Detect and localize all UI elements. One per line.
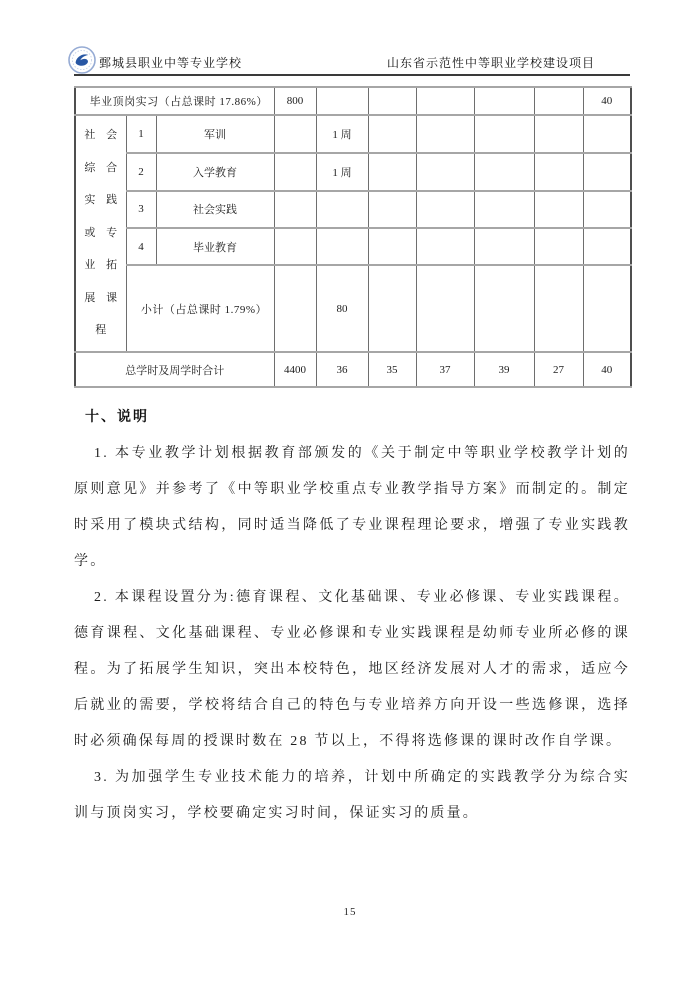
table-cell-empty (274, 115, 316, 153)
item-number: 3 (126, 191, 156, 228)
table-cell-empty (534, 115, 583, 153)
table-cell-empty (368, 87, 416, 115)
table-cell-empty (583, 153, 631, 190)
school-logo-icon (68, 46, 96, 74)
table-cell-empty (416, 265, 474, 352)
table-cell-empty (474, 87, 534, 115)
header-left (74, 46, 242, 71)
table-cell-empty (474, 228, 534, 265)
table-cell-empty (416, 87, 474, 115)
item-name: 入学教育 (156, 153, 274, 190)
category-line: 社 会 (84, 129, 118, 141)
notes-heading: 十、说明 (85, 410, 149, 425)
table-cell-empty (474, 115, 534, 153)
table-cell-empty (416, 153, 474, 190)
notes-paragraph-1: 1. 本专业教学计划根据教育部颁发的《关于制定中等职业学校教学计划的原则意见》并参考了《中等职业学校重点专业教学指导方案》而制定的。制定时采用了模块式结构，同时适当降低了专业课程理论要求，增强了专业实践教学。 (74, 446, 630, 569)
internship-label: 毕业顶岗实习（占总课时 17.86%） (75, 87, 274, 115)
table-cell-empty (534, 228, 583, 265)
table-cell-empty (368, 153, 416, 190)
table-cell-empty (534, 87, 583, 115)
category-line: 实 践 (84, 194, 118, 206)
table-cell-empty (474, 153, 534, 190)
table-cell-empty (474, 265, 534, 352)
item-number: 1 (126, 115, 156, 153)
grand-total-sem2: 35 (368, 352, 416, 387)
table-cell-empty (534, 265, 583, 352)
grand-total-label: 总学时及周学时合计 (75, 352, 274, 387)
grand-total-sem3: 37 (416, 352, 474, 387)
table-row-grand-total (75, 352, 631, 387)
item-name: 军训 (156, 115, 274, 153)
table-cell-empty (368, 191, 416, 228)
category-label (76, 116, 126, 351)
table-cell-empty (368, 265, 416, 352)
page-number: 15 (343, 906, 357, 918)
internship-total-hours: 800 (274, 87, 316, 115)
notes-section (74, 400, 630, 832)
category-label-cell (75, 115, 126, 352)
table-cell-empty (583, 228, 631, 265)
table-cell-empty (416, 115, 474, 153)
table-row-item (75, 153, 631, 190)
table-row-item (75, 115, 631, 153)
category-line: 程 (95, 324, 107, 336)
table-cell-empty (368, 115, 416, 153)
notes-paragraph-2: 2. 本课程设置分为:德育课程、文化基础课、专业必修课、专业实践课程。德育课程、文化基础课程、专业必修课和专业实践课程是幼师专业所必修的课程。为了拓展学生知识，突出本校特色，地区经济发展对人才的需求，适应今后就业的需要，学校将结合自己的特色与专业培养方向开设一些选修课，选择时必须确保每周的授课时数在 28 节以上，不得将选修课的课时改作自学课。 (74, 590, 630, 749)
item-number: 2 (126, 153, 156, 190)
table-cell-empty (316, 87, 368, 115)
grand-total-sem4: 39 (474, 352, 534, 387)
table-row-subtotal (75, 265, 631, 352)
table-cell-empty (583, 115, 631, 153)
table-cell-empty (274, 191, 316, 228)
category-line: 展 课 (84, 291, 118, 304)
table-row-item (75, 191, 631, 228)
table-row-item (75, 228, 631, 265)
item-name: 毕业教育 (156, 228, 274, 265)
grand-total-sem6: 40 (583, 352, 631, 387)
table-cell-empty (534, 153, 583, 190)
item-name: 社会实践 (156, 191, 274, 228)
grand-total-hours: 4400 (274, 352, 316, 387)
category-line: 综 合 (84, 161, 118, 174)
header-project-name: 山东省示范性中等职业学校建设项目 (386, 56, 595, 70)
item-number: 4 (126, 228, 156, 265)
category-line: 或 专 (84, 226, 118, 239)
table-cell-empty (416, 191, 474, 228)
item-sem1-value: 1 周 (316, 153, 368, 190)
curriculum-table (74, 86, 632, 388)
table-cell-empty (583, 191, 631, 228)
grand-total-sem1: 36 (316, 352, 368, 387)
item-sem1-value (316, 228, 368, 265)
table-row-internship (75, 87, 631, 115)
internship-sem6-hours: 40 (583, 87, 631, 115)
table-cell-empty (474, 191, 534, 228)
subtotal-sem1-value: 80 (316, 265, 368, 352)
category-line: 业 拓 (84, 259, 118, 271)
table-cell-empty (416, 228, 474, 265)
item-sem1-value (316, 191, 368, 228)
table-cell-empty (583, 265, 631, 352)
subtotal-label: 小计（占总课时 1.79%） (126, 265, 274, 352)
table-cell-empty (274, 153, 316, 190)
table-cell-empty (274, 265, 316, 352)
table-cell-empty (368, 228, 416, 265)
grand-total-sem5: 27 (534, 352, 583, 387)
table-cell-empty (274, 228, 316, 265)
item-sem1-value: 1 周 (316, 115, 368, 153)
table-cell-empty (534, 191, 583, 228)
notes-paragraph-3: 3. 为加强学生专业技术能力的培养，计划中所确定的实践教学分为综合实训与顶岗实习，学校要确定实习时间，保证实习的质量。 (74, 770, 630, 821)
header-school-name: 鄄城县职业中等专业学校 (99, 56, 243, 70)
page-header (74, 45, 630, 76)
